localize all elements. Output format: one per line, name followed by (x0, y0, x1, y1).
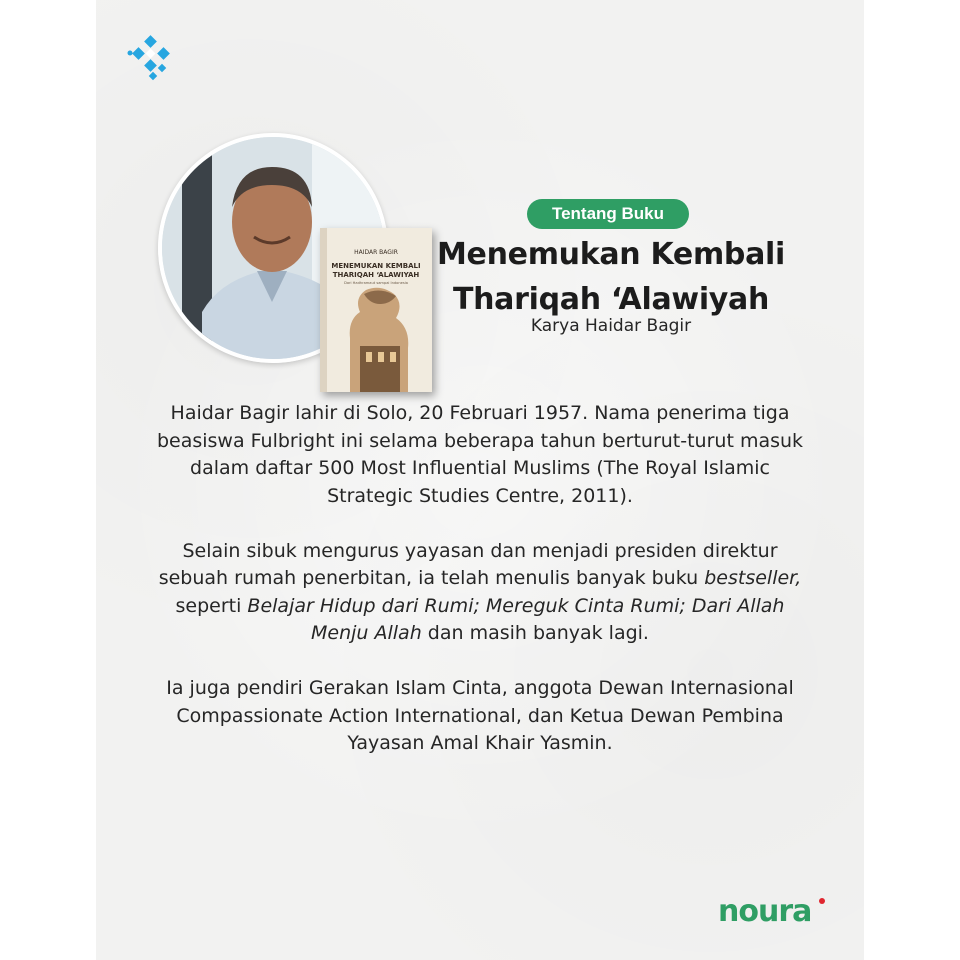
book-byline: Karya Haidar Bagir (530, 316, 692, 336)
cover-subtitle: Dari Hadhramaut sampai Indonesia (344, 281, 408, 285)
cover-author: HAIDAR BAGIR (354, 249, 398, 256)
book-title-line2: Thariqah ‘Alawiyah (452, 282, 770, 317)
bio-p2-text2: seperti (175, 594, 248, 617)
noura-logo (716, 893, 828, 927)
author-bio (156, 400, 804, 785)
bio-p2-em1: bestseller, (704, 567, 802, 589)
bio-p2-text1: Selain sibuk mengurus yayasan dan menjadi presiden direktur sebuah rumah penerbitan, ia telah menulis banyak buku (158, 539, 778, 589)
book-title (416, 232, 806, 322)
promo-card (96, 0, 864, 960)
publisher-logo-icon (126, 33, 178, 85)
bio-paragraph-3: Ia juga pendiri Gerakan Islam Cinta, anggota Dewan Internasional Compassionate Action International, dan Ketua Dewan Pembina Yayasan Amal Khair Yasmin. (166, 677, 794, 754)
cover-title-line1: MENEMUKAN KEMBALI (331, 262, 421, 270)
book-title-line1: Menemukan Kembali (436, 237, 786, 272)
tentang-buku-badge: Tentang Buku (527, 199, 689, 229)
cover-title-line2: THARIQAH ‘ALAWIYAH (332, 271, 420, 279)
brand-name: noura (718, 894, 812, 927)
bio-p2-em2: Belajar Hidup dari Rumi; Mereguk Cinta Rumi; Dari Allah Menju Allah (247, 594, 785, 644)
bio-paragraph-1: Haidar Bagir lahir di Solo, 20 Februari 1957. Nama penerima tiga beasiswa Fulbright ini selama beberapa tahun berturut-turut masuk dalam daftar 500 Most Influential Muslims (The Royal Islamic Strategic Studies Centre, 2011). (156, 402, 804, 507)
bio-paragraph-2 (156, 538, 804, 648)
bio-p2-text3: dan masih banyak lagi. (421, 622, 649, 644)
